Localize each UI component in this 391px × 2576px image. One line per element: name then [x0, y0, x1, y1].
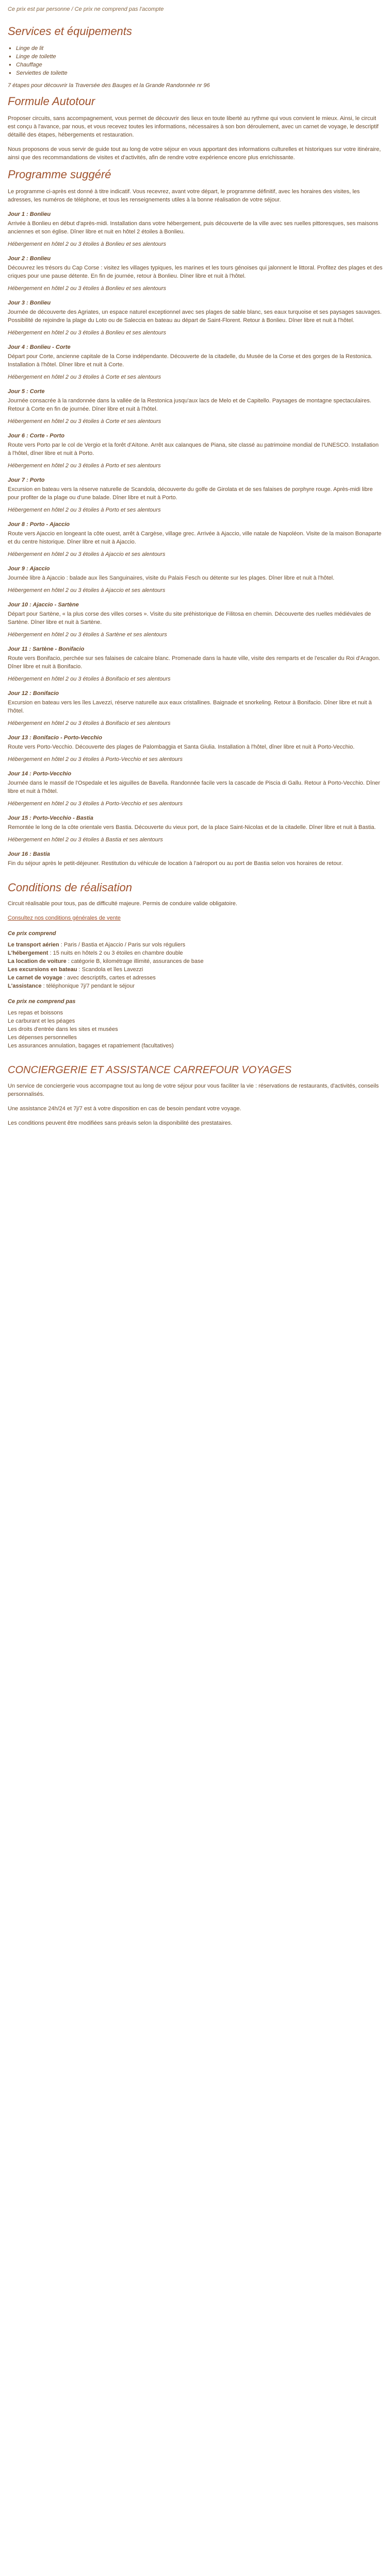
assistance-paragraph: Une assistance 24h/24 et 7j/7 est à votre disposition en cas de besoin pendant votre voyage.: [8, 1106, 241, 1112]
itinerary-day: [8, 689, 383, 727]
not-included-item: Les assurances annulation, bagages et rapatriement (facultatives): [8, 1043, 174, 1049]
day-description: Découvrez les trésors du Cap Corse : visitez les villages typiques, les marines et les tours génoises qui jalonnent le littoral. Profitez des plages et des criques pour une pause détente. En fin de journée, retour à Bonlieu. Dîner libre et nuit à l'hôtel.: [8, 265, 383, 279]
day-description: Journée libre à Ajaccio : balade aux îles Sanguinaires, visite du Palais Fesch ou détente sur les plages. Dîner libre et nuit à l'hôtel.: [8, 575, 335, 581]
not-included-list: [8, 1009, 383, 1050]
day-title: Jour 1 : Bonlieu: [8, 211, 51, 217]
day-description: Route vers Ajaccio en longeant la côte ouest, arrêt à Cargèse, village grec. Arrivée à Ajaccio, ville natale de Napoléon. Visite de la maison Bonaparte et du centre historique. Dîner libre et nuit à Ajaccio.: [8, 531, 382, 545]
day-title: Jour 15 : Porto-Vecchio - Bastia: [8, 815, 93, 821]
day-description: Route vers Porto par le col de Vergio et la forêt d'Aïtone. Arrêt aux calanques de Piana, site classé au patrimoine mondial de l'UNESCO. Installation à l'hôtel, dîner libre et nuit à Porto.: [8, 442, 379, 456]
included-item-key: Le carnet de voyage: [8, 975, 62, 981]
day-description: Remontée le long de la côte orientale vers Bastia. Découverte du vieux port, de la place Saint-Nicolas et de la citadelle. Dîner libre et nuit à Bastia.: [8, 824, 376, 831]
assistance-paragraph: Un service de conciergerie vous accompagne tout au long de votre séjour pour vous faciliter la vie : réservations de restaurants, d'activités, conseils personnalisés.: [8, 1083, 379, 1097]
day-accommodation: Hébergement en hôtel 2 ou 3 étoiles à Bonifacio et ses alentours: [8, 676, 171, 682]
included-item-value: avec descriptifs, cartes et adresses: [67, 975, 156, 981]
day-accommodation: Hébergement en hôtel 2 ou 3 étoiles à Porto et ses alentours: [8, 507, 161, 513]
day-description: Arrivée à Bonlieu en début d'après-midi. Installation dans votre hébergement, puis découverte de la ville avec ses ruelles pittoresques, ses maisons anciennes et son église. Dîner libre et nuit en hôtel 2 étoiles à Bonlieu.: [8, 221, 379, 235]
not-included-item: Les dépenses personnelles: [8, 1035, 77, 1041]
programme-intro: Le programme ci-après est donné à titre indicatif. Vous recevrez, avant votre départ, le programme définitif, avec les horaires des visites, les adresses, les numéros de téléphone, et tous les renseignements utiles à la bonne réalisation de votre séjour.: [8, 189, 360, 203]
included-item: Le transport aérien : Paris / Bastia et Ajaccio / Paris sur vols réguliers: [8, 942, 186, 948]
day-title: Jour 6 : Corte - Porto: [8, 433, 65, 439]
itinerary-day: [8, 432, 383, 470]
service-item: ● Serviettes de toilette: [8, 69, 383, 77]
day-description: Départ pour Corte, ancienne capitale de la Corse indépendante. Découverte de la citadelle, du Musée de la Corse et des gorges de la Restonica. Installation à l'hôtel. Dîner libre et nuit à Corte.: [8, 353, 372, 368]
itinerary-day: [8, 565, 383, 595]
day-title: Jour 7 : Porto: [8, 477, 45, 483]
not-included-item: Les droits d'entrée dans les sites et musées: [8, 1026, 118, 1032]
not-included-item: Le carburant et les péages: [8, 1018, 75, 1024]
formule-paragraph: Nous proposons de vous servir de guide tout au long de votre séjour en vous apportant des informations culturelles et historiques sur votre itinéraire, ainsi que des recommandations de visites et d'activités, afin de rendre votre expérience encore plus enrichissante.: [8, 146, 381, 161]
day-title: Jour 13 : Bonifacio - Porto-Vecchio: [8, 735, 102, 741]
programme-heading: Programme suggéré: [8, 168, 111, 181]
included-item: Les excursions en bateau : Scandola et îles Lavezzi: [8, 967, 143, 973]
itinerary-day: [8, 299, 383, 337]
included-item-value: téléphonique 7j/7 pendant le séjour: [46, 983, 135, 989]
conditions-heading: Conditions de réalisation: [8, 881, 132, 894]
day-description: Route vers Porto-Vecchio. Découverte des plages de Palombaggia et Santa Giulia. Installation à l'hôtel, dîner libre et nuit à Porto-Vecchio.: [8, 744, 355, 750]
included-item-value: 15 nuits en hôtels 2 ou 3 étoiles en chambre double: [53, 950, 183, 956]
day-description: Excursion en bateau vers les îles Lavezzi, réserve naturelle aux eaux cristallines. Baignade et snorkeling. Retour à Bonifacio. Dîner libre et nuit à l'hôtel.: [8, 700, 372, 714]
services-list: [8, 44, 383, 77]
day-title: Jour 12 : Bonifacio: [8, 690, 59, 697]
included-item: La location de voiture : catégorie B, kilométrage illimité, assurances de base: [8, 958, 204, 964]
formule-heading: Formule Autotour: [8, 95, 95, 108]
day-accommodation: Hébergement en hôtel 2 ou 3 étoiles à Bonifacio et ses alentours: [8, 720, 171, 726]
not-included-item: Les repas et boissons: [8, 1010, 63, 1016]
included-item-value: catégorie B, kilométrage illimité, assurances de base: [71, 958, 204, 964]
page: [0, 0, 391, 1127]
day-description: Journée dans le massif de l'Ospedale et les aiguilles de Bavella. Randonnée facile vers la cascade de Piscia di Gallu. Retour à Porto-Vecchio. Dîner libre et nuit à l'hôtel.: [8, 780, 380, 794]
day-accommodation: Hébergement en hôtel 2 ou 3 étoiles à Bonlieu et ses alentours: [8, 330, 166, 336]
day-title: Jour 16 : Bastia: [8, 851, 50, 857]
day-title: Jour 9 : Ajaccio: [8, 566, 50, 572]
itinerary-day: [8, 255, 383, 293]
day-accommodation: Hébergement en hôtel 2 ou 3 étoiles à Ajaccio et ses alentours: [8, 587, 166, 594]
day-accommodation: Hébergement en hôtel 2 ou 3 étoiles à Corte et ses alentours: [8, 374, 161, 380]
included-item-key: Le transport aérien: [8, 942, 59, 948]
day-accommodation: Hébergement en hôtel 2 ou 3 étoiles à Bonlieu et ses alentours: [8, 285, 166, 292]
day-title: Jour 8 : Porto - Ajaccio: [8, 521, 70, 528]
itinerary-day: [8, 520, 383, 558]
itinerary-day: [8, 770, 383, 808]
not-included-heading: Ce prix ne comprend pas: [8, 998, 76, 1005]
included-item-value: Paris / Bastia et Ajaccio / Paris sur vols réguliers: [63, 942, 186, 948]
day-accommodation: Hébergement en hôtel 2 ou 3 étoiles à Porto-Vecchio et ses alentours: [8, 756, 183, 762]
itinerary-day: [8, 814, 383, 844]
included-item-key: L'assistance: [8, 983, 42, 989]
cgv-link[interactable]: Consultez nos conditions générales de vente: [8, 915, 121, 921]
included-item-value: Scandola et îles Lavezzi: [82, 967, 143, 973]
day-description: Excursion en bateau vers la réserve naturelle de Scandola, découverte du golfe de Girolata et de ses falaises de porphyre rouge. Après-midi libre pour profiter de la plage ou d'une balade. Dîner libre et nuit à Porto.: [8, 486, 373, 501]
day-title: Jour 2 : Bonlieu: [8, 256, 51, 262]
included-item: Le carnet de voyage : avec descriptifs, cartes et adresses: [8, 975, 156, 981]
service-item: ● Chauffage: [8, 61, 383, 69]
service-item: ● Linge de lit: [8, 44, 383, 53]
assistance-heading: CONCIERGERIE ET ASSISTANCE CARREFOUR VOYAGES: [8, 1064, 292, 1076]
day-accommodation: Hébergement en hôtel 2 ou 3 étoiles à Ajaccio et ses alentours: [8, 551, 166, 557]
formule-paragraph: Proposer circuits, sans accompagnement, vous permet de découvrir des lieux en toute liberté au rythme qui vous convient le mieux. Ainsi, le circuit est conçu à l'avance, par nous, et vous recevez toutes les informations, nécessaires à son bon déroulement, avec un carnet de voyage, le descriptif détaillé des étapes, hébergements et restauration.: [8, 115, 379, 138]
day-title: Jour 5 : Corte: [8, 388, 45, 395]
itinerary-day: [8, 850, 383, 868]
day-title: Jour 3 : Bonlieu: [8, 300, 51, 306]
day-description: Journée consacrée à la randonnée dans la vallée de la Restonica jusqu'aux lacs de Melo et de Capitello. Paysages de montagne spectaculaires. Retour à Corte en fin de journée. Dîner libre et nuit à l'hôtel.: [8, 398, 371, 412]
day-description: Départ pour Sartène, « la plus corse des villes corses ». Visite du site préhistorique de Filitosa en chemin. Découverte des ruelles médiévales de Sartène. Dîner libre et nuit à Sartène.: [8, 611, 371, 625]
itinerary-days: [8, 210, 383, 868]
included-item-key: La location de voiture: [8, 958, 67, 964]
day-description: Journée de découverte des Agriates, un espace naturel exceptionnel avec ses plages de sable blanc, ses eaux turquoise et ses paysages sauvages. Possibilité de rejoindre la plage du Loto ou de Saleccia en bateau au départ de Saint-Florent. Retour à Bonlieu. Dîner libre et nuit à l'hôtel.: [8, 309, 382, 324]
conditions-intro: Circuit réalisable pour tous, pas de difficulté majeure. Permis de conduire valide obligatoire.: [8, 901, 237, 907]
included-item: L'hébergement : 15 nuits en hôtels 2 ou 3 étoiles en chambre double: [8, 950, 183, 956]
day-accommodation: Hébergement en hôtel 2 ou 3 étoiles à Bastia et ses alentours: [8, 837, 163, 843]
day-accommodation: Hébergement en hôtel 2 ou 3 étoiles à Porto-Vecchio et ses alentours: [8, 801, 183, 807]
services-intro: 7 étapes pour découvrir la Traversée des Bauges et la Grande Randonnée nr 96: [8, 82, 210, 89]
day-accommodation: Hébergement en hôtel 2 ou 3 étoiles à Bonlieu et ses alentours: [8, 241, 166, 247]
included-heading: Ce prix comprend: [8, 930, 56, 937]
price-note: Ce prix est par personne / Ce prix ne comprend pas l'acompte: [8, 6, 164, 12]
included-item-key: L'hébergement: [8, 950, 48, 956]
itinerary-day: [8, 343, 383, 381]
day-description: Fin du séjour après le petit-déjeuner. Restitution du véhicule de location à l'aéroport ou au port de Bastia selon vos horaires de retour.: [8, 860, 343, 867]
itinerary-day: [8, 601, 383, 639]
day-accommodation: Hébergement en hôtel 2 ou 3 étoiles à Porto et ses alentours: [8, 463, 161, 469]
itinerary-day: [8, 476, 383, 514]
day-title: Jour 14 : Porto-Vecchio: [8, 771, 72, 777]
assistance-paragraph: Les conditions peuvent être modifiées sans préavis selon la disponibilité des prestataires.: [8, 1120, 233, 1126]
itinerary-day: [8, 734, 383, 764]
day-accommodation: Hébergement en hôtel 2 ou 3 étoiles à Sartène et ses alentours: [8, 632, 167, 638]
included-item: L'assistance : téléphonique 7j/7 pendant le séjour: [8, 983, 135, 989]
itinerary-day: [8, 645, 383, 683]
day-title: Jour 4 : Bonlieu - Corte: [8, 344, 71, 350]
itinerary-day: [8, 387, 383, 426]
itinerary-day: [8, 210, 383, 248]
service-item: ● Linge de toilette: [8, 53, 383, 61]
included-list: [8, 941, 383, 990]
day-accommodation: Hébergement en hôtel 2 ou 3 étoiles à Corte et ses alentours: [8, 418, 161, 425]
day-title: Jour 10 : Ajaccio - Sartène: [8, 602, 79, 608]
day-title: Jour 11 : Sartène - Bonifacio: [8, 646, 85, 652]
services-heading: Services et équipements: [8, 25, 132, 38]
included-item-key: Les excursions en bateau: [8, 967, 77, 973]
day-description: Route vers Bonifacio, perchée sur ses falaises de calcaire blanc. Promenade dans la haute ville, visite des remparts et de l'escalier du Roi d'Aragon. Dîner libre et nuit à Bonifacio.: [8, 655, 381, 670]
